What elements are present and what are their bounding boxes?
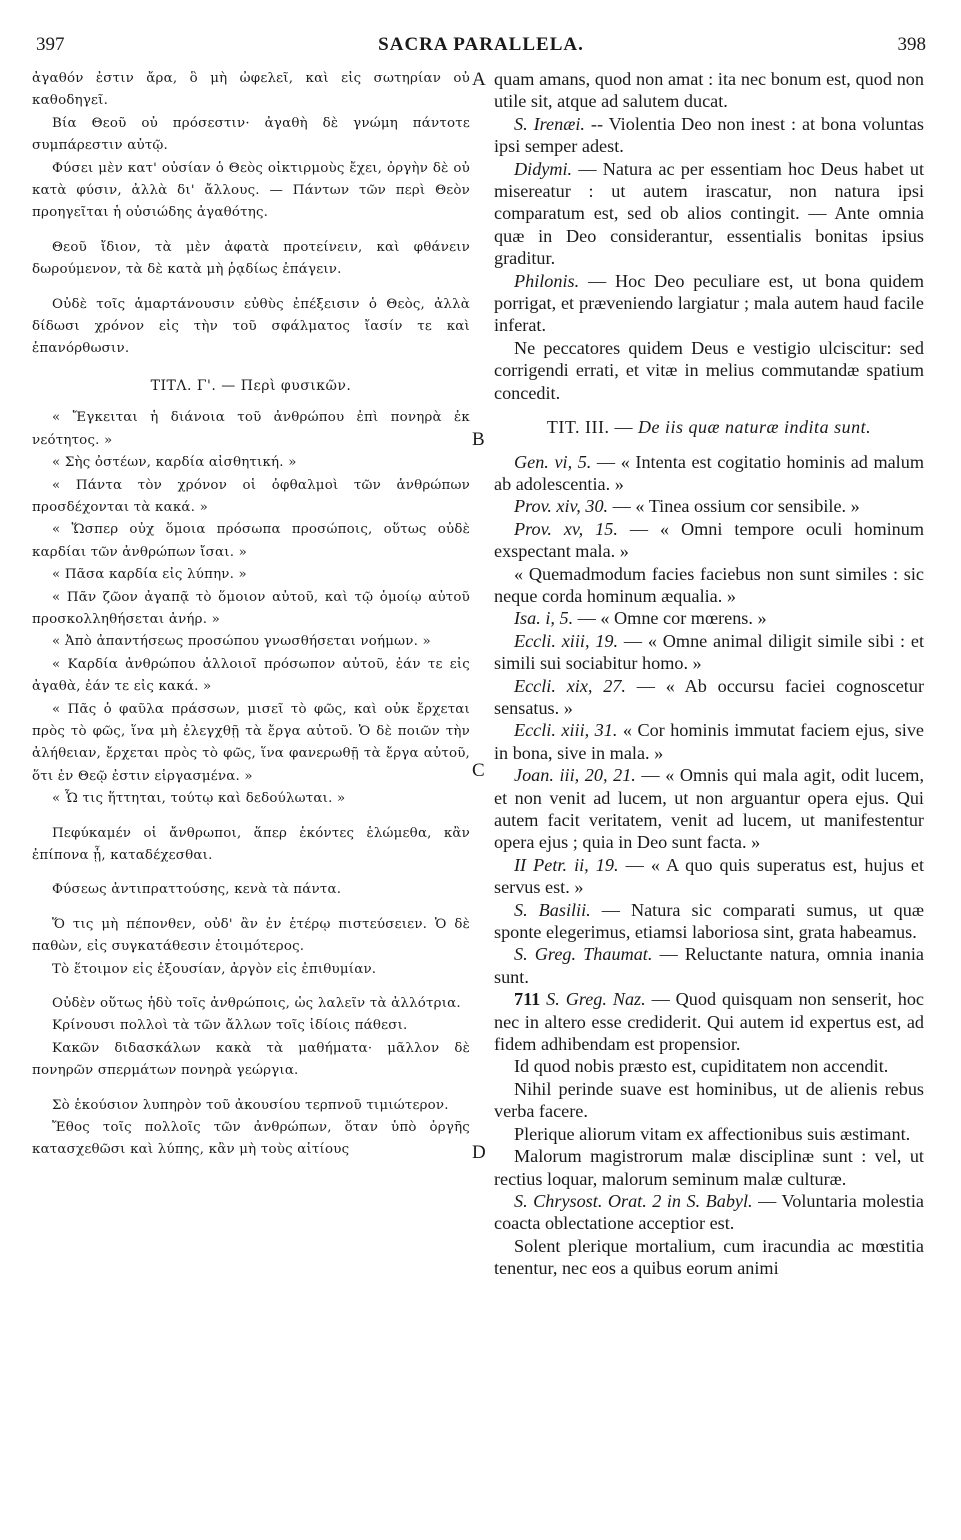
latin-paragraph: Didymi. — Natura ac per essentiam hoc Deus habet ut misereatur : ut autem irascatur, non natura ipsi comparatum est, sed ob alios contingit. — Ante omnia quæ in Deo considerantur, essentialis bonitas ipsius graditur. (494, 158, 924, 269)
greek-paragraph: ἀγαθόν ἐστιν ἄρα, ὃ μὴ ὠφελεῖ, καὶ εἰς σωτηρίαν οὐ καθοδηγεῖ. (32, 71, 470, 109)
latin-quote: Eccli. xiii, 31. « Cor hominis immutat faciem ejus, sive in bona, sive in mala. » (494, 720, 924, 763)
latin-paragraph: Philonis. — Hoc Deo peculiare est, ut bona quidem porrigat, et præveniendo largiatur ; mala autem haud facile inferat. (494, 270, 924, 336)
latin-quote: II Petr. ii, 19. — « A quo quis superatus est, hujus et servus est. » (494, 854, 924, 898)
greek-quote: « Πᾶς ὁ φαῦλα πράσσων, μισεῖ τὸ φῶς, καὶ οὐκ ἔρχεται πρὸς τὸ φῶς, ἵνα μὴ ἐλεγχθῇ τὰ ἔργα αὐτοῦ. Ὁ δὲ ποιῶν τὴν ἀλήθειαν, ἔρχεται πρὸς τὸ φῶς, ἵνα φανερωθῇ τὰ ἔργα αὐτοῦ, ὅτι ἐν Θεῷ ἐστιν εἰργασμένα. » (32, 701, 470, 784)
latin-paragraph: Plerique aliorum vitam ex affectionibus suis æstimant. (514, 1123, 911, 1144)
latin-paragraph: Ne peccatores quidem Deus e vestigio ulciscitur: sed corrigendi errati, et vitæ in melius commutandæ spatium concedit. (494, 337, 924, 403)
section-marker-c: C (472, 760, 485, 781)
latin-paragraph: quam amans, quod non amat : ita nec bonum est, quod non utile sit, atque ad salutem ducat. (494, 69, 924, 112)
greek-quote: « Ὥσπερ οὐχ ὅμοια πρόσωπα προσώποις, οὕτως οὐδὲ καρδίαι τῶν ἀνθρώπων ἴσαι. » (32, 522, 470, 560)
column-number: 711 (514, 989, 541, 1010)
source-reference: Philonis. (514, 270, 580, 291)
greek-paragraph: Κρίνουσι πολλοὶ τὰ τῶν ἄλλων τοῖς ἰδίοις πάθεσι. (52, 1018, 408, 1034)
source-reference: Eccli. xix, 27. (514, 675, 626, 696)
greek-column (32, 68, 470, 1162)
page-header (36, 34, 926, 58)
greek-paragraph: Κακῶν διδασκάλων κακὰ τὰ μαθήματα· μᾶλλον δὲ πονηρῶν σπερμάτων πονηρὰ γεώργια. (32, 1040, 470, 1079)
source-reference: S. Chrysost. Orat. 2 in S. Babyl. (514, 1190, 753, 1211)
latin-paragraph: Id quod nobis præsto est, cupiditatem non accendit. (514, 1056, 889, 1077)
latin-quote: Eccli. xix, 27. — « Ab occursu faciei cognoscetur sensatus. » (494, 675, 924, 718)
source-reference: Gen. vi, 5. (514, 451, 592, 472)
section-marker-d: D (472, 1142, 486, 1163)
greek-quote: « Ἀπὸ ἀπαντήσεως προσώπου γνωσθήσεται νοήμων. » (52, 634, 431, 650)
greek-paragraph: Οὐδὲν οὕτως ἡδὺ τοῖς ἀνθρώποις, ὡς λαλεῖν τὰ ἀλλότρια. (52, 996, 461, 1012)
source-reference: II Petr. ii, 19. (514, 854, 619, 875)
latin-quote: Isa. i, 5. — « Omne cor mœrens. » (514, 608, 767, 629)
source-reference: Eccli. xiii, 31. (514, 720, 618, 741)
greek-paragraph: Πεφύκαμέν οἱ ἄνθρωποι, ἅπερ ἑκόντες ἑλώμεθα, κἂν ἐπίπονα ᾖ, καταδέχεσθαι. (32, 825, 470, 863)
greek-paragraph: Βία Θεοῦ οὐ πρόσεστιν· ἀγαθὴ δὲ γνώμη πάντοτε συμπάρεστιν αὐτῷ. (32, 115, 470, 154)
greek-quote: « Σὴς ὀστέων, καρδία αἰσθητική. » (52, 455, 297, 471)
greek-paragraph: Φύσει μὲν κατ' οὐσίαν ὁ Θεὸς οἰκτιρμοὺς ἔχει, ὀργὴν δὲ οὐ κατὰ φύσιν, ἀλλὰ δι' ἄλλους. — Πάντων τῶν περὶ Θεὸν προηγεῖται ἡ οὐσιώδης ἀγαθότης. (32, 160, 470, 221)
source-reference: S. Greg. Thaumat. (514, 944, 653, 965)
latin-paragraph: 711 S. Greg. Naz. — Quod quisquam non senserit, hoc nec in altero esse crediderit. Qui autem id expertus est, ad fidem adhibendam est propensior. (494, 989, 924, 1055)
page-number-right: 398 (897, 34, 926, 55)
greek-quote: « Ἔγκειται ἡ διάνοια τοῦ ἀνθρώπου ἐπὶ πονηρὰ ἐκ νεότητος. » (32, 410, 470, 448)
latin-paragraph: S. Greg. Thaumat. — Reluctante natura, omnia inania sunt. (494, 944, 925, 987)
source-reference: S. Greg. Naz. (546, 989, 646, 1010)
section-marker-b: B (472, 429, 485, 450)
greek-paragraph: Φύσεως ἀντιπραττούσης, κενὰ τὰ πάντα. (52, 882, 342, 898)
source-reference: S. Irenæi. (514, 113, 585, 134)
source-reference: Didymi. (514, 158, 573, 179)
greek-paragraph: Τὸ ἕτοιμον εἰς ἐξουσίαν, ἀργὸν εἰς ἐπιθυμίαν. (52, 961, 377, 977)
latin-quote: Prov. xv, 15. — « Omni tempore oculi hominum exspectant mala. » (494, 518, 925, 562)
greek-paragraph: Σὸ ἑκούσιον λυπηρὸν τοῦ ἀκουσίου τερπνοῦ τιμιώτερον. (52, 1097, 449, 1113)
latin-paragraph: Nihil perinde suave est hominibus, ut de alienis rebus verba facere. (494, 1078, 924, 1122)
greek-quote: « Πᾶν ζῶον ἀγαπᾷ τὸ ὅμοιον αὐτοῦ, καὶ τῷ ὁμοίῳ αὐτοῦ προσκολληθήσεται ἀνήρ. » (32, 589, 470, 627)
latin-paragraph: S. Chrysost. Orat. 2 in S. Babyl. — Voluntaria molestia coacta oblectatione acceptior est. (494, 1190, 924, 1234)
section-marker-a: A (472, 69, 486, 90)
page-number-left: 397 (36, 34, 65, 55)
greek-quote: « Καρδία ἀνθρώπου ἀλλοιοῖ πρόσωπον αὐτοῦ, ἐάν τε εἰς ἀγαθὰ, ἐάν τε εἰς κακά. » (32, 656, 470, 695)
latin-quote: Gen. vi, 5. — « Intenta est cogitatio hominis ad malum ab adolescentia. » (494, 451, 924, 494)
greek-paragraph: Οὐδὲ τοῖς ἁμαρτάνουσιν εὐθὺς ἐπέξεισιν ὁ Θεὸς, ἀλλὰ δίδωσι χρόνον εἰς τὴν τοῦ σφάλματος ἴασίν τε καὶ ἐπανόρθωσιν. (32, 296, 470, 357)
greek-quote: « Πᾶσα καρδία εἰς λύπην. » (52, 567, 247, 583)
source-reference: S. Basilii. (514, 899, 591, 920)
source-reference: Joan. iii, 20, 21. (514, 765, 636, 786)
greek-quote: « Πάντα τὸν χρόνον οἱ ὀφθαλμοὶ τῶν ἀνθρώπων προσδέχονται τὰ κακά. » (32, 477, 470, 515)
greek-paragraph: Θεοῦ ἴδιον, τὰ μὲν ἀφατὰ προτείνειν, καὶ φθάνειν δωρούμενον, τὰ δὲ κατὰ μὴ ῥᾳδίως ἐπάγειν. (32, 239, 470, 278)
latin-paragraph: S. Basilii. — Natura sic comparati sumus, ut quæ sponte elegerimus, etiamsi laboriosa sint, grata habeamus. (494, 899, 925, 943)
latin-quote: Joan. iii, 20, 21. — « Omnis qui mala agit, odit lucem, et non venit ad lucem, ut non arguantur opera ejus. Qui autem facit veritatem, venit ad lucem, ut manifestentur opera ejus ; quia in Deo sunt facta. » (494, 765, 924, 853)
greek-quote: « Ὧ τις ἥττηται, τούτῳ καὶ δεδούλωται. » (52, 791, 346, 807)
latin-quote: Eccli. xiii, 19. — « Omne animal diligit simile sibi : et simili sui sociabitur homo. » (494, 630, 924, 674)
running-title: SACRA PARALLELA. (378, 34, 584, 55)
latin-paragraph: S. Irenæi. -- Violentia Deo non inest : at bona voluntas ipsi semper adest. (494, 113, 924, 157)
latin-paragraph: Malorum magistrorum malæ disciplinæ sunt : vel, ut rectius loquar, malorum seminum malæ culturæ. (494, 1146, 924, 1189)
greek-paragraph: Ἔθος τοῖς πολλοῖς τῶν ἀνθρώπων, ὅταν ὑπὸ ὀργῆς κατασχεθῶσι καὶ λύπης, κἂν μὴ τοὺς αἰτίους (32, 1120, 470, 1158)
latin-quote: Prov. xiv, 30. — « Tinea ossium cor sensibile. » (514, 496, 860, 517)
latin-quote: « Quemadmodum facies faciebus non sunt similes : sic neque corda hominum æqualia. » (494, 563, 924, 606)
source-reference: Isa. i, 5. (514, 608, 574, 629)
greek-paragraph: Ὅ τις μὴ πέπονθεν, οὐδ' ἂν ἐν ἑτέρῳ πιστεύσειεν. Ὁ δὲ παθὼν, εἰς συγκατάθεσιν ἑτοιμότερος. (32, 916, 470, 955)
latin-paragraph: Solent plerique mortalium, cum iracundia ac mœstitia tenentur, nec eos a quibus eorum animi (494, 1235, 924, 1279)
source-reference: Prov. xv, 15. (514, 518, 618, 539)
greek-section-heading: ΤΙΤΛ. Γ'. — Περὶ φυσικῶν. (150, 377, 352, 394)
latin-section-heading: TIT. III. — De iis quæ naturæ indita sunt. (546, 417, 872, 438)
source-reference: Prov. xiv, 30. (514, 496, 609, 517)
latin-column (494, 68, 924, 1280)
source-reference: Eccli. xiii, 19. (514, 630, 619, 651)
